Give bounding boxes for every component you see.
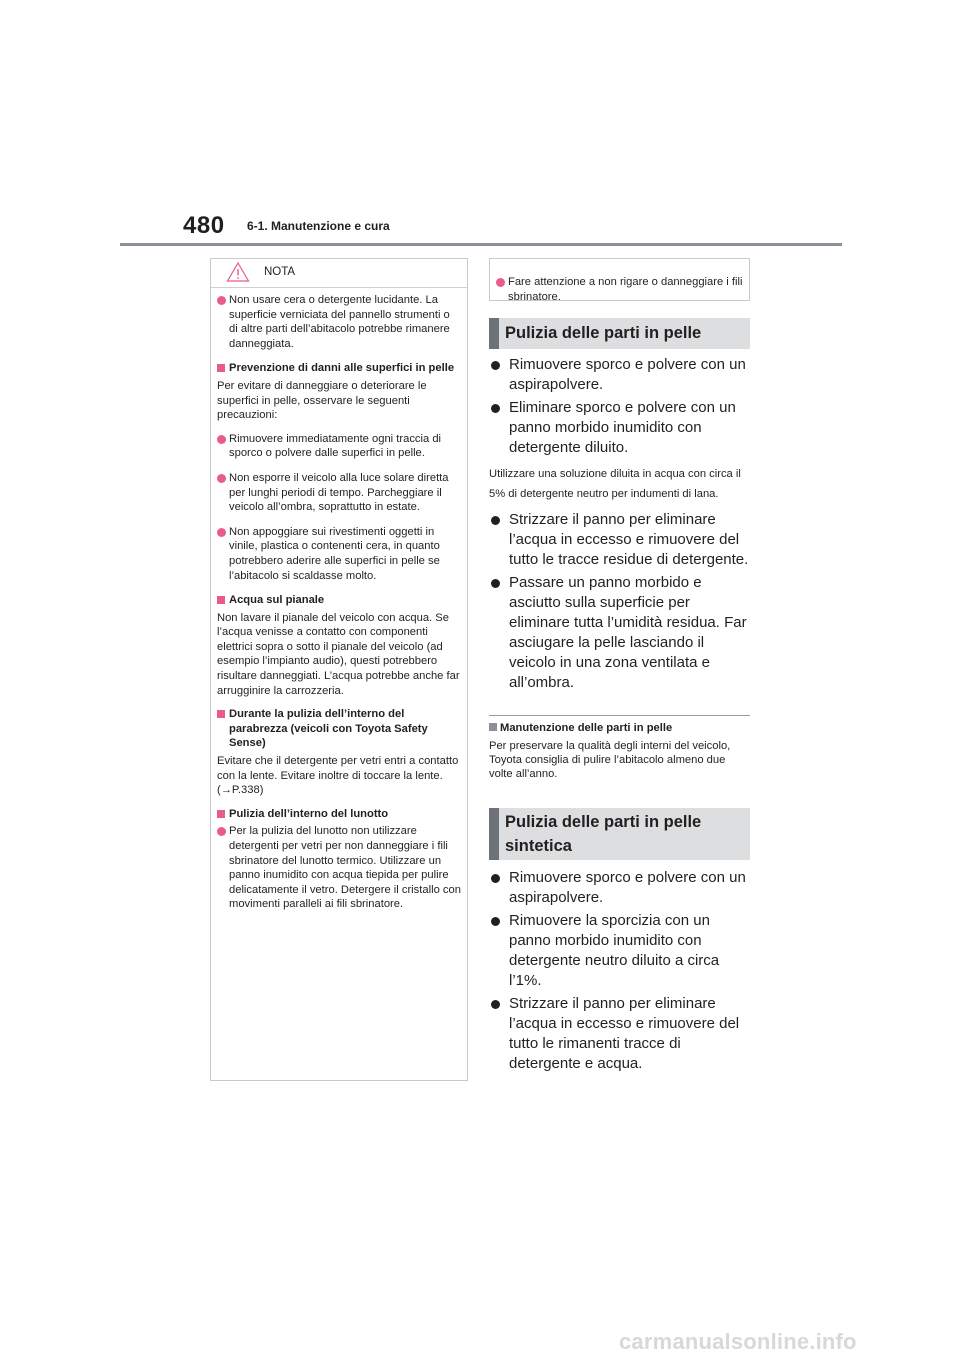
step-item: Rimuovere sporco e polvere con un aspirapolvere. [489,355,751,395]
synthetic-steps [489,868,751,1074]
note-subheading: Prevenzione di danni alle superfici in pelle [217,361,461,376]
bullet-dot-icon [217,296,226,305]
note-body [211,288,467,912]
step-item: Passare un panno morbido e asciutto sulla superficie per eliminare tutta l’umidità residua. Far asciugare la pelle lasciando il veicolo in una zona ventilata e all’ombra. [489,573,751,693]
watermark: carmanualsonline.info [619,1329,857,1354]
step-item: Eliminare sporco e polvere con un panno morbido inumidito con detergente diluito. [489,398,751,458]
square-marker-icon [217,810,225,818]
note-title: NOTA [264,266,296,278]
section-title: 6-1. Manutenzione e cura [247,219,390,233]
warning-triangle-icon [226,261,250,283]
maintenance-text: Per preservare la qualità degli interni del veicolo, Toyota consiglia di pulire l’abitacolo almeno due volte all’anno. [489,740,731,780]
step-item: Strizzare il panno per eliminare l’acqua in eccesso e rimuovere del tutto le rimanenti tracce di detergente e acqua. [489,994,751,1074]
bullet-dot-icon [491,917,500,926]
bullet-dot-icon [496,278,505,287]
bullet-dot-icon [491,1000,500,1009]
note-box [210,258,468,1081]
bullet-dot-icon [491,404,500,413]
note-subheading: Acqua sul pianale [217,593,461,608]
divider [489,715,750,716]
section-heading-leather: Pulizia delle parti in pelle [489,318,750,349]
tip-box [489,258,750,301]
section-heading-synthetic: Pulizia delle parti in pelle sintetica [489,808,750,860]
step-item: Rimuovere la sporcizia con un panno morbido inumidito con detergente neutro diluito a circa l’1%. [489,911,751,991]
note-bullet: Non esporre il veicolo alla luce solare diretta per lunghi periodi di tempo. Parcheggiare il veicolo all’ombra, soprattutto in estate. [217,471,461,515]
step-item: Strizzare il panno per eliminare l’acqua in eccesso e rimuovere del tutto le tracce residue di detergente. [489,510,751,570]
note-paragraph: Non lavare il pianale del veicolo con acqua. Se l’acqua venisse a contatto con componenti elettrici sopra o sotto il pianale del veicolo (ad esempio l’impianto audio), questi potrebbero risultare danneggiati. L’acqua potrebbe anche far arrugginire la carrozzeria. [217,611,460,697]
note-header [211,259,467,288]
bullet-dot-icon [491,361,500,370]
note-paragraph: Per evitare di danneggiare o deteriorare le superfici in pelle, osservare le seguenti precauzioni: [217,379,427,422]
note-bullet: Rimuovere immediatamente ogni traccia di sporco o polvere dalle superfici in pelle. [217,432,461,461]
page-number: 480 [183,212,225,239]
note-subheading: Durante la pulizia dell’interno del parabrezza (veicoli con Toyota Safety Sense) [217,707,461,751]
dilution-note: Utilizzare una soluzione diluita in acqua con circa il 5% di detergente neutro per indumenti di lana. [489,468,741,500]
square-marker-icon [217,596,225,604]
note-bullet: Per la pulizia del lunotto non utilizzare detergenti per vetri per non danneggiare i fili sbrinatore del lunotto termico. Utilizzare un panno inumidito con acqua tiepida per pulire delicatamente il vetro. Detergere il cristallo con movimenti paralleli ai fili sbrinatore. [217,824,461,912]
bullet-dot-icon [217,474,226,483]
bullet-dot-icon [491,874,500,883]
bullet-dot-icon [217,435,226,444]
bullet-dot-icon [491,516,500,525]
bullet-dot-icon [491,579,500,588]
note-bullet: Non usare cera o detergente lucidante. La superficie verniciata del pannello strumenti o di altre parti dell’abitacolo potrebbe rimanere danneggiata. [217,293,461,351]
note-subheading: Pulizia dell’interno del lunotto [217,807,461,822]
tip-bullet: Fare attenzione a non rigare o danneggiare i fili sbrinatore. [496,275,743,304]
header-rule [120,243,842,246]
step-item: Rimuovere sporco e polvere con un aspirapolvere. [489,868,751,908]
bullet-dot-icon [217,528,226,537]
maintenance-heading: Manutenzione delle parti in pelle [489,722,672,734]
leather-steps [489,355,751,693]
square-marker-icon [217,710,225,718]
note-paragraph: Evitare che il detergente per vetri entri a contatto con la lente. Evitare inoltre di toccare la lente. (→P.338) [217,755,459,797]
square-marker-icon [217,364,225,372]
square-marker-icon [489,723,497,731]
bullet-dot-icon [217,827,226,836]
note-bullet: Non appoggiare sui rivestimenti oggetti in vinile, plastica o contenenti cera, in quanto potrebbero aderire alle superfici in pelle se l’abitacolo si scaldasse molto. [217,525,461,583]
